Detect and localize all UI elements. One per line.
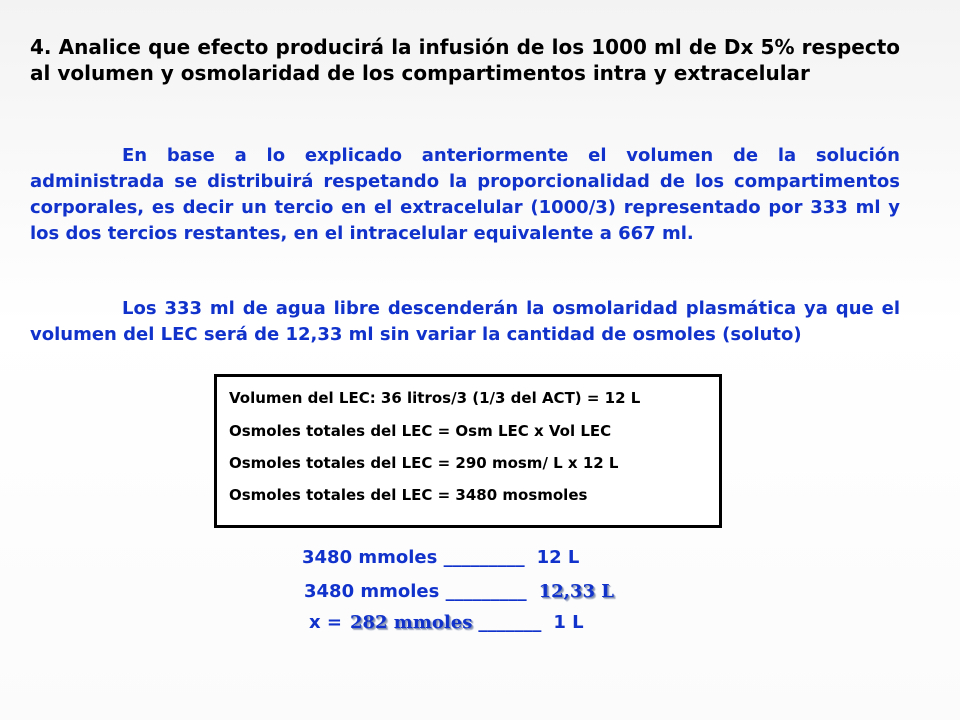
proportion-row-3-prefix: x =	[309, 612, 342, 633]
proportion-row-2	[304, 581, 614, 602]
explanation-paragraph-1: En base a lo explicado anteriormente el volumen de la solución administrada se distribuirá respetando la proporcionalidad de los compartimentos corporales, es decir un tercio en el extracelular (1000/3) representado por 333 ml y los dos tercios restantes, en el intracelular equivalente a 667 ml.	[30, 145, 900, 244]
box-line-osmoles-formula: Osmoles totales del LEC = Osm LEC x Vol LEC	[229, 422, 612, 440]
proportion-row-1-right: 12 L	[536, 547, 580, 568]
proportion-row-2-right: 12,33 L	[538, 581, 614, 602]
proportion-row-1	[302, 547, 579, 568]
proportion-row-3-right: 1 L	[553, 612, 584, 633]
explanation-paragraph-2: Los 333 ml de agua libre descenderán la osmolaridad plasmática ya que el volumen del LEC será de 12,33 ml sin variar la cantidad de osmoles (soluto)	[30, 298, 900, 345]
box-line-lec-volume: Volumen del LEC: 36 litros/3 (1/3 del ACT) = 12 L	[229, 389, 641, 407]
proportion-row-2-left: 3480 mmoles _________	[304, 581, 527, 602]
box-line-osmoles-result: Osmoles totales del LEC = 3480 mosmoles	[229, 486, 588, 504]
calculation-box	[214, 374, 722, 528]
proportion-row-3	[309, 612, 584, 633]
question-title: 4. Analice que efecto producirá la infusión de los 1000 ml de Dx 5% respecto al volumen y osmolaridad de los compartimentos intra y extracelular	[30, 35, 900, 85]
proportion-row-3-mid: _______	[478, 612, 542, 633]
proportion-row-3-value: 282 mmoles	[349, 612, 473, 633]
box-line-osmoles-substitution: Osmoles totales del LEC = 290 mosm/ L x 12 L	[229, 454, 619, 472]
proportion-row-1-left: 3480 mmoles _________	[302, 547, 525, 568]
